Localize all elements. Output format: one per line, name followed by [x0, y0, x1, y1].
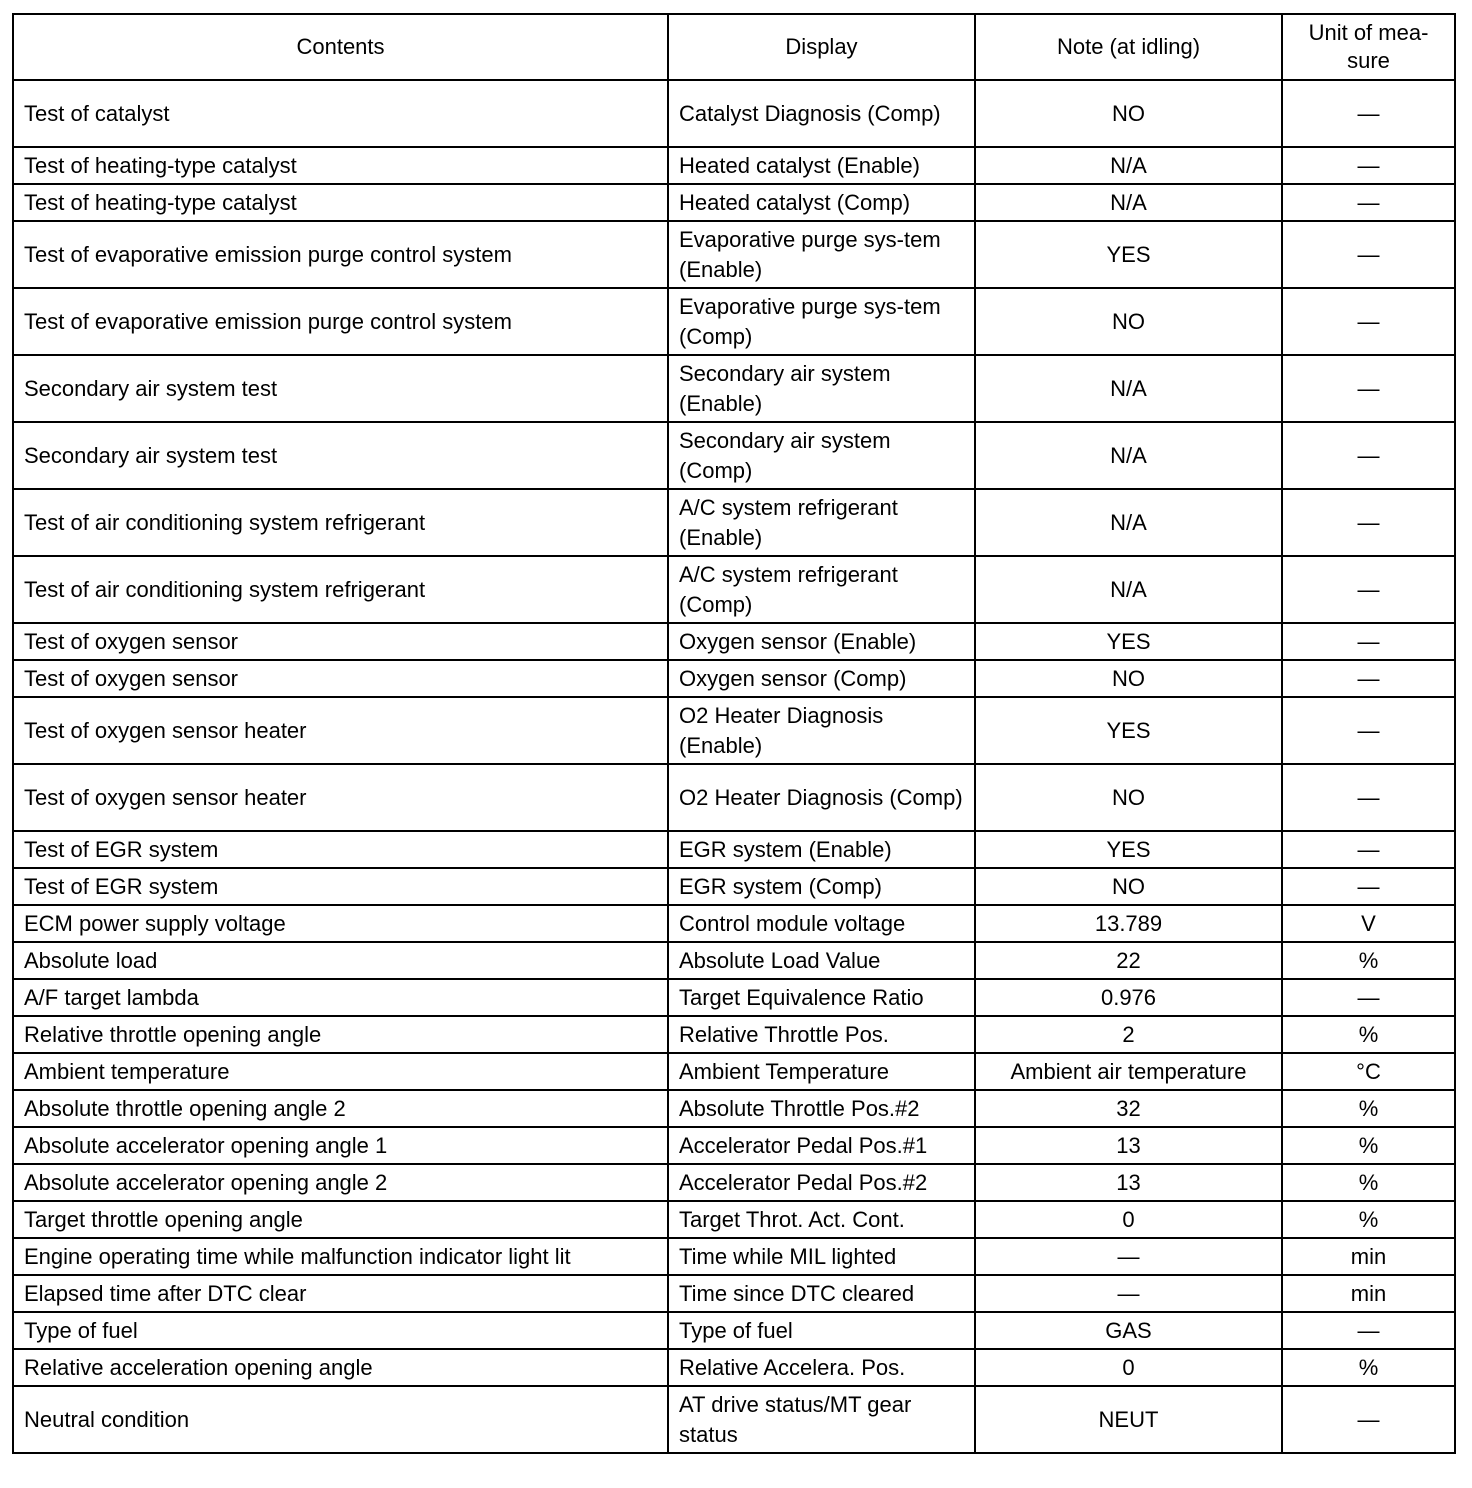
cell-note: NO [975, 868, 1282, 905]
cell-contents: Test of heating-type catalyst [13, 147, 668, 184]
cell-note: YES [975, 221, 1282, 288]
table-row [13, 1016, 1455, 1053]
table-row [13, 942, 1455, 979]
cell-display: Accelerator Pedal Pos.#2 [668, 1164, 975, 1201]
cell-display: Relative Accelera. Pos. [668, 1349, 975, 1386]
cell-unit: — [1282, 556, 1455, 623]
cell-display: Ambient Temperature [668, 1053, 975, 1090]
cell-display: Target Equivalence Ratio [668, 979, 975, 1016]
table-row [13, 556, 1455, 623]
cell-note: 0 [975, 1201, 1282, 1238]
table-row [13, 868, 1455, 905]
cell-contents: Target throttle opening angle [13, 1201, 668, 1238]
cell-note: N/A [975, 355, 1282, 422]
cell-unit: — [1282, 697, 1455, 764]
specification-table [12, 13, 1456, 1454]
cell-contents: Test of oxygen sensor [13, 660, 668, 697]
cell-contents: Test of oxygen sensor heater [13, 697, 668, 764]
cell-note: 32 [975, 1090, 1282, 1127]
header-unit: Unit of mea-sure [1282, 14, 1455, 80]
cell-unit: — [1282, 80, 1455, 147]
cell-unit: — [1282, 868, 1455, 905]
table-row [13, 80, 1455, 147]
cell-contents: Test of oxygen sensor [13, 623, 668, 660]
cell-display: Evaporative purge sys-tem (Enable) [668, 221, 975, 288]
cell-unit: % [1282, 942, 1455, 979]
cell-unit: — [1282, 1386, 1455, 1453]
table-row [13, 1053, 1455, 1090]
cell-note: N/A [975, 147, 1282, 184]
cell-unit: % [1282, 1127, 1455, 1164]
cell-contents: Test of evaporative emission purge control system [13, 288, 668, 355]
cell-contents: Relative acceleration opening angle [13, 1349, 668, 1386]
cell-unit: — [1282, 1312, 1455, 1349]
cell-unit: % [1282, 1164, 1455, 1201]
table-row [13, 1127, 1455, 1164]
cell-contents: Test of EGR system [13, 831, 668, 868]
cell-contents: Elapsed time after DTC clear [13, 1275, 668, 1312]
table-body [13, 80, 1455, 1453]
cell-note: NEUT [975, 1386, 1282, 1453]
cell-display: A/C system refrigerant (Comp) [668, 556, 975, 623]
table-row [13, 979, 1455, 1016]
cell-display: Time since DTC cleared [668, 1275, 975, 1312]
table-row [13, 489, 1455, 556]
cell-display: A/C system refrigerant (Enable) [668, 489, 975, 556]
cell-note: 0.976 [975, 979, 1282, 1016]
cell-display: EGR system (Comp) [668, 868, 975, 905]
cell-display: Relative Throttle Pos. [668, 1016, 975, 1053]
cell-note: 13.789 [975, 905, 1282, 942]
cell-contents: Test of EGR system [13, 868, 668, 905]
header-row [13, 14, 1455, 80]
cell-contents: Absolute throttle opening angle 2 [13, 1090, 668, 1127]
cell-note: NO [975, 660, 1282, 697]
cell-contents: Type of fuel [13, 1312, 668, 1349]
cell-unit: — [1282, 979, 1455, 1016]
cell-note: 0 [975, 1349, 1282, 1386]
table-row [13, 1349, 1455, 1386]
cell-display: Target Throt. Act. Cont. [668, 1201, 975, 1238]
cell-display: Secondary air system (Comp) [668, 422, 975, 489]
cell-note: YES [975, 697, 1282, 764]
cell-unit: % [1282, 1016, 1455, 1053]
cell-display: Type of fuel [668, 1312, 975, 1349]
cell-contents: Ambient temperature [13, 1053, 668, 1090]
cell-contents: ECM power supply voltage [13, 905, 668, 942]
cell-contents: Relative throttle opening angle [13, 1016, 668, 1053]
cell-unit: min [1282, 1238, 1455, 1275]
table-row [13, 184, 1455, 221]
cell-unit: min [1282, 1275, 1455, 1312]
cell-display: Control module voltage [668, 905, 975, 942]
cell-note: 13 [975, 1127, 1282, 1164]
table-row [13, 1386, 1455, 1453]
cell-note: NO [975, 764, 1282, 831]
table-row [13, 831, 1455, 868]
cell-unit: % [1282, 1201, 1455, 1238]
table-row [13, 1312, 1455, 1349]
cell-note: Ambient air temperature [975, 1053, 1282, 1090]
table-row [13, 147, 1455, 184]
cell-unit: % [1282, 1349, 1455, 1386]
cell-unit: — [1282, 147, 1455, 184]
cell-contents: Absolute accelerator opening angle 1 [13, 1127, 668, 1164]
cell-unit: — [1282, 831, 1455, 868]
cell-unit: — [1282, 660, 1455, 697]
cell-display: Absolute Load Value [668, 942, 975, 979]
cell-display: Heated catalyst (Enable) [668, 147, 975, 184]
table-row [13, 1275, 1455, 1312]
cell-contents: Secondary air system test [13, 355, 668, 422]
cell-display: Oxygen sensor (Comp) [668, 660, 975, 697]
cell-unit: — [1282, 288, 1455, 355]
cell-note: N/A [975, 422, 1282, 489]
cell-unit: — [1282, 764, 1455, 831]
cell-unit: V [1282, 905, 1455, 942]
cell-note: YES [975, 831, 1282, 868]
cell-note: — [975, 1275, 1282, 1312]
cell-display: Absolute Throttle Pos.#2 [668, 1090, 975, 1127]
cell-contents: Neutral condition [13, 1386, 668, 1453]
cell-display: Accelerator Pedal Pos.#1 [668, 1127, 975, 1164]
cell-contents: Absolute load [13, 942, 668, 979]
table-row [13, 660, 1455, 697]
cell-contents: Test of air conditioning system refrigerant [13, 489, 668, 556]
cell-note: N/A [975, 556, 1282, 623]
header-note: Note (at idling) [975, 14, 1282, 80]
cell-unit: — [1282, 422, 1455, 489]
table-row [13, 355, 1455, 422]
cell-contents: Absolute accelerator opening angle 2 [13, 1164, 668, 1201]
cell-display: Heated catalyst (Comp) [668, 184, 975, 221]
table-row [13, 764, 1455, 831]
cell-contents: Engine operating time while malfunction indicator light lit [13, 1238, 668, 1275]
table-row [13, 1201, 1455, 1238]
cell-unit: — [1282, 184, 1455, 221]
cell-note: NO [975, 80, 1282, 147]
cell-contents: Test of oxygen sensor heater [13, 764, 668, 831]
cell-contents: Secondary air system test [13, 422, 668, 489]
cell-note: 2 [975, 1016, 1282, 1053]
cell-contents: Test of heating-type catalyst [13, 184, 668, 221]
cell-note: YES [975, 623, 1282, 660]
header-contents: Contents [13, 14, 668, 80]
cell-note: GAS [975, 1312, 1282, 1349]
cell-display: EGR system (Enable) [668, 831, 975, 868]
table-row [13, 623, 1455, 660]
cell-display: Secondary air system (Enable) [668, 355, 975, 422]
cell-note: NO [975, 288, 1282, 355]
cell-display: Oxygen sensor (Enable) [668, 623, 975, 660]
cell-contents: Test of catalyst [13, 80, 668, 147]
cell-note: N/A [975, 489, 1282, 556]
cell-unit: % [1282, 1090, 1455, 1127]
table-row [13, 288, 1455, 355]
cell-contents: A/F target lambda [13, 979, 668, 1016]
cell-display: Evaporative purge sys-tem (Comp) [668, 288, 975, 355]
table-row [13, 905, 1455, 942]
cell-note: 13 [975, 1164, 1282, 1201]
cell-contents: Test of air conditioning system refrigerant [13, 556, 668, 623]
header-display: Display [668, 14, 975, 80]
table-row [13, 1090, 1455, 1127]
cell-display: O2 Heater Diagnosis (Enable) [668, 697, 975, 764]
table-row [13, 221, 1455, 288]
cell-unit: — [1282, 489, 1455, 556]
table-row [13, 422, 1455, 489]
table-row [13, 1238, 1455, 1275]
cell-unit: — [1282, 221, 1455, 288]
cell-contents: Test of evaporative emission purge control system [13, 221, 668, 288]
table-row [13, 1164, 1455, 1201]
cell-note: 22 [975, 942, 1282, 979]
cell-unit: — [1282, 355, 1455, 422]
cell-note: — [975, 1238, 1282, 1275]
cell-display: Time while MIL lighted [668, 1238, 975, 1275]
cell-display: AT drive status/MT gear status [668, 1386, 975, 1453]
cell-display: Catalyst Diagnosis (Comp) [668, 80, 975, 147]
cell-note: N/A [975, 184, 1282, 221]
table-row [13, 697, 1455, 764]
cell-unit: — [1282, 623, 1455, 660]
cell-display: O2 Heater Diagnosis (Comp) [668, 764, 975, 831]
cell-unit: °C [1282, 1053, 1455, 1090]
